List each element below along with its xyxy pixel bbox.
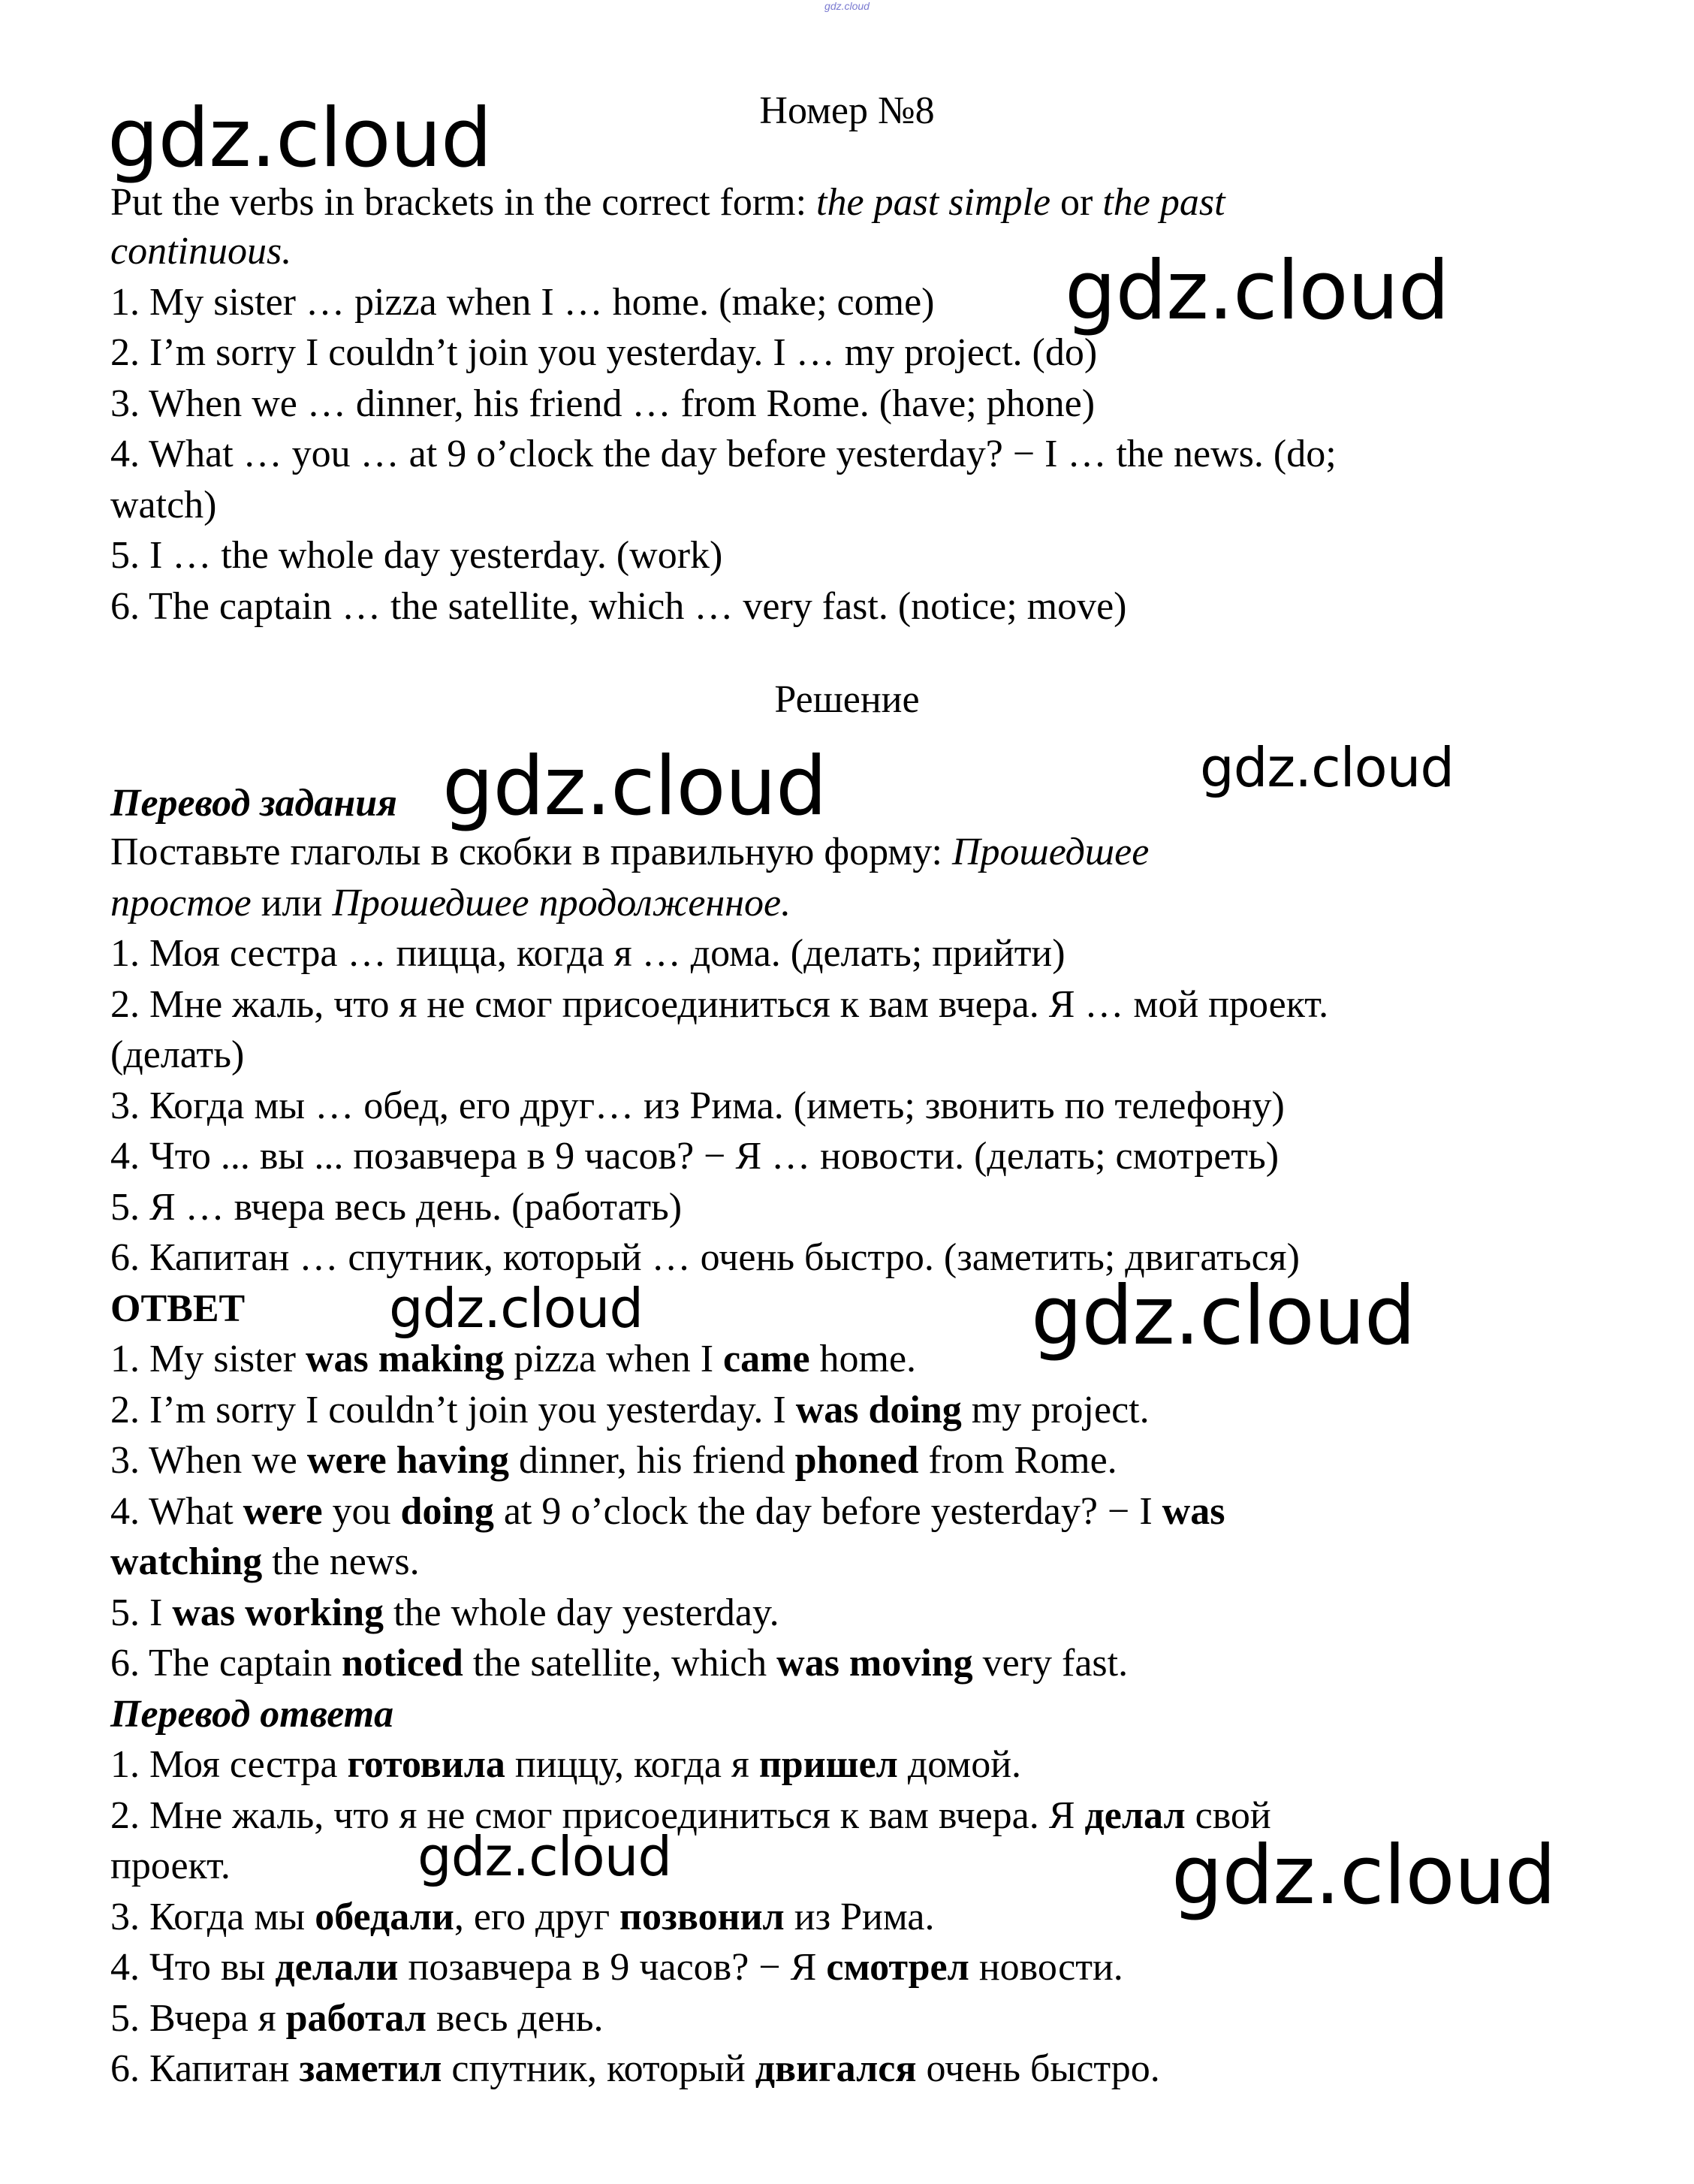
task-item: watch) xyxy=(110,484,217,526)
ru-answer-line: 1. Моя сестра готовила пиццу, когда я пришел домой. xyxy=(110,1743,1022,1786)
task-instruction: Put the verbs in brackets in the correct form: the past simple or the past xyxy=(110,181,1225,224)
watermark-4: gdz.cloud xyxy=(1200,736,1454,799)
translation-instruction-cont: простое или Прошедшее продолженное. xyxy=(110,882,791,925)
page-title: Номер №8 xyxy=(759,89,935,132)
task-item: 4. What … you … at 9 o’clock the day before yesterday? − I … the news. (do; xyxy=(110,433,1337,475)
task-instruction-cont: continuous. xyxy=(110,230,292,273)
task-item: 1. My sister … pizza when I … home. (make; come) xyxy=(110,281,935,324)
ru-answer-line: 4. Что вы делали позавчера в 9 часов? − Я смотрел новости. xyxy=(110,1946,1123,1989)
task-item: 6. The captain … the satellite, which … very fast. (notice; move) xyxy=(110,585,1127,628)
ru-answer-line: 6. Капитан заметил спутник, который двигался очень быстро. xyxy=(110,2047,1160,2090)
answer-translation-heading: Перевод ответа xyxy=(110,1693,394,1736)
ru-answer-line: 5. Вчера я работал весь день. xyxy=(110,1997,604,2040)
watermark-2: gdz.cloud xyxy=(1065,244,1449,338)
task-item: 5. I … the whole day yesterday. (work) xyxy=(110,534,723,577)
translation-item: 2. Мне жаль, что я не смог присоединиться к вам вчера. Я … мой проект. xyxy=(110,983,1329,1026)
answer-heading: ОТВЕТ xyxy=(110,1287,246,1330)
ru-answer-line: 3. Когда мы обедали, его друг позвонил из Рима. xyxy=(110,1896,935,1938)
answer-line: 4. What were you doing at 9 o’clock the day before yesterday? − I was xyxy=(110,1490,1225,1533)
watermark-6: gdz.cloud xyxy=(1031,1269,1415,1363)
watermark-7: gdz.cloud xyxy=(417,1825,672,1888)
translation-item: 5. Я … вчера весь день. (работать) xyxy=(110,1186,683,1229)
task-item: 3. When we … dinner, his friend … from Rome. (have; phone) xyxy=(110,382,1096,425)
watermark-1: gdz.cloud xyxy=(107,92,492,186)
answer-line: watching the news. xyxy=(110,1540,420,1583)
answer-line: 5. I was working the whole day yesterday. xyxy=(110,1591,779,1634)
translation-heading: Перевод задания xyxy=(110,782,397,825)
translation-item: 1. Моя сестра … пицца, когда я … дома. (делать; прийти) xyxy=(110,932,1066,975)
translation-item: 4. Что ... вы ... позавчера в 9 часов? − Я … новости. (делать; смотреть) xyxy=(110,1135,1280,1178)
ru-answer-line: 2. Мне жаль, что я не смог присоединиться к вам вчера. Я делал свой xyxy=(110,1794,1271,1837)
solution-heading: Решение xyxy=(774,678,920,721)
watermark-8: gdz.cloud xyxy=(1171,1829,1556,1923)
ru-answer-line: проект. xyxy=(110,1845,231,1887)
translation-instruction: Поставьте глаголы в скобки в правильную форму: Прошедшее xyxy=(110,831,1150,873)
watermark-3: gdz.cloud xyxy=(442,740,827,834)
translation-item: 6. Капитан … спутник, который … очень быстро. (заметить; двигаться) xyxy=(110,1236,1300,1279)
answer-line: 1. My sister was making pizza when I came home. xyxy=(110,1338,917,1380)
answer-line: 6. The captain noticed the satellite, which was moving very fast. xyxy=(110,1642,1129,1685)
answer-line: 3. When we were having dinner, his friend phoned from Rome. xyxy=(110,1439,1117,1482)
watermark-5: gdz.cloud xyxy=(389,1277,644,1340)
translation-item: (делать) xyxy=(110,1033,245,1076)
answer-line: 2. I’m sorry I couldn’t join you yesterday. I was doing my project. xyxy=(110,1389,1150,1431)
task-item: 2. I’m sorry I couldn’t join you yesterday. I … my project. (do) xyxy=(110,331,1098,374)
translation-item: 3. Когда мы … обед, его друг… из Рима. (иметь; звонить по телефону) xyxy=(110,1084,1285,1127)
top-watermark: gdz.cloud xyxy=(824,0,870,12)
